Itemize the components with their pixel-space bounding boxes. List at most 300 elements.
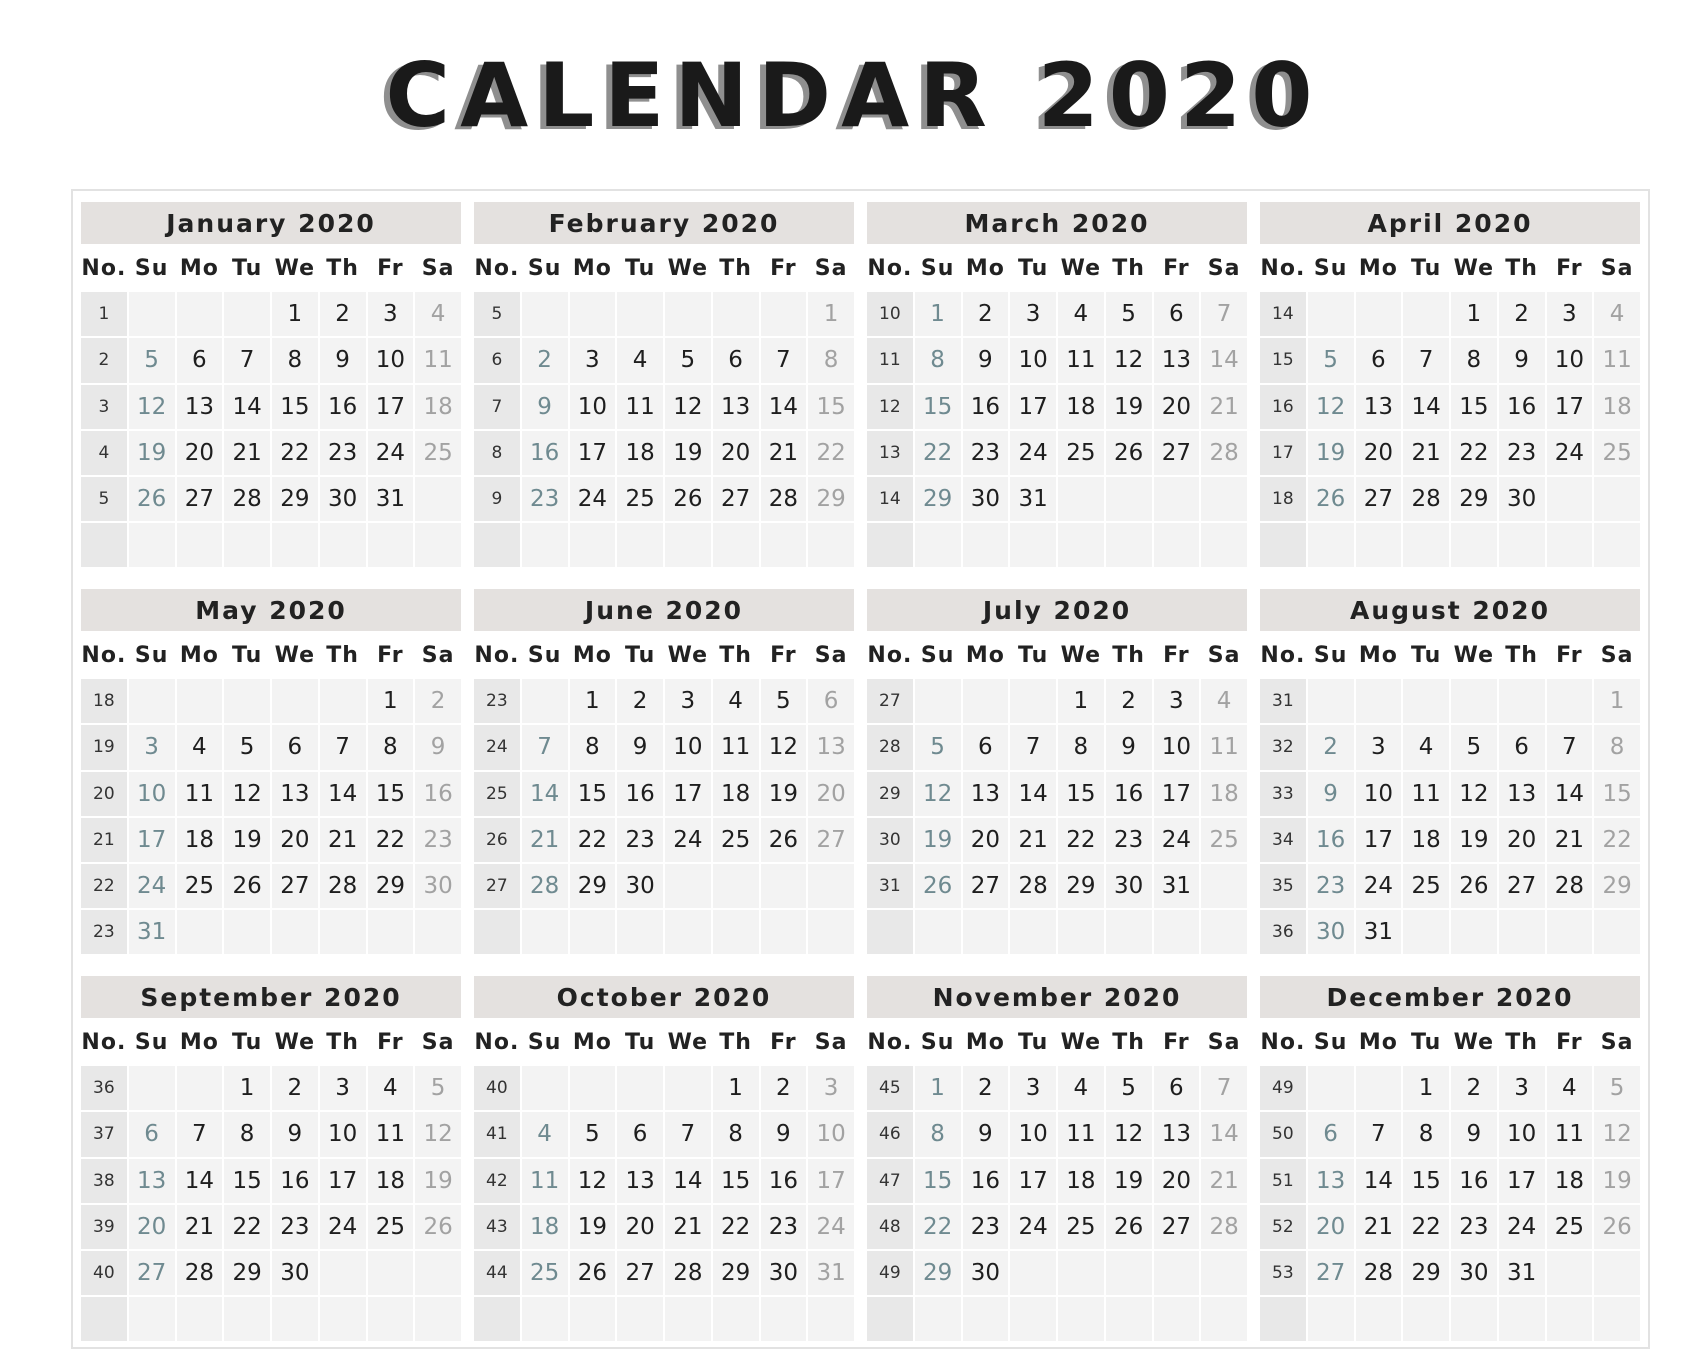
day-cell: 7 xyxy=(522,725,568,769)
day-cell xyxy=(713,864,759,908)
day-cell xyxy=(1451,679,1497,723)
day-cell: 9 xyxy=(320,338,366,382)
day-cell xyxy=(915,679,961,723)
day-cell: 9 xyxy=(617,725,663,769)
month-block xyxy=(867,589,1247,959)
week-number: 2 xyxy=(81,338,127,382)
day-cell: 19 xyxy=(224,818,270,862)
month-title: July 2020 xyxy=(867,589,1247,631)
day-cell xyxy=(1308,292,1354,336)
week-number: 24 xyxy=(474,725,520,769)
day-cell: 17 xyxy=(665,772,711,816)
day-cell: 22 xyxy=(915,431,961,475)
day-cell: 16 xyxy=(963,1159,1009,1203)
day-cell: 12 xyxy=(1106,338,1152,382)
weekday-header: Tu xyxy=(1010,633,1056,677)
weekday-header: Su xyxy=(915,246,961,290)
day-cell: 20 xyxy=(1356,431,1402,475)
weekday-header: Mo xyxy=(570,633,616,677)
weekday-header: Th xyxy=(1106,633,1152,677)
weekday-header: Sa xyxy=(1594,633,1640,677)
day-cell: 28 xyxy=(1403,477,1449,521)
day-cell: 23 xyxy=(761,1205,807,1249)
day-cell: 8 xyxy=(224,1112,270,1156)
day-cell xyxy=(617,292,663,336)
day-cell: 27 xyxy=(1308,1251,1354,1295)
day-cell xyxy=(1010,910,1056,954)
week-number: 28 xyxy=(867,725,913,769)
day-cell: 30 xyxy=(1308,910,1354,954)
day-cell: 7 xyxy=(1356,1112,1402,1156)
weekday-header: Th xyxy=(320,1020,366,1064)
day-cell xyxy=(1499,910,1545,954)
day-cell xyxy=(1201,523,1247,567)
day-cell: 8 xyxy=(1403,1112,1449,1156)
day-cell: 21 xyxy=(1201,1159,1247,1203)
weekday-header: Tu xyxy=(617,246,663,290)
day-cell xyxy=(224,523,270,567)
day-cell: 5 xyxy=(570,1112,616,1156)
day-cell: 27 xyxy=(177,477,223,521)
week-number xyxy=(1260,1297,1306,1341)
day-cell: 2 xyxy=(1308,725,1354,769)
day-cell: 15 xyxy=(713,1159,759,1203)
day-cell xyxy=(963,523,1009,567)
day-cell xyxy=(1403,292,1449,336)
day-cell: 19 xyxy=(570,1205,616,1249)
weekday-header: Sa xyxy=(1201,633,1247,677)
day-cell: 10 xyxy=(1010,338,1056,382)
day-cell xyxy=(761,523,807,567)
day-cell: 22 xyxy=(224,1205,270,1249)
day-cell: 11 xyxy=(415,338,461,382)
day-cell: 16 xyxy=(522,431,568,475)
week-number: 49 xyxy=(867,1251,913,1295)
day-cell: 31 xyxy=(368,477,414,521)
weekday-header: Sa xyxy=(1594,1020,1640,1064)
day-cell xyxy=(1594,910,1640,954)
day-cell: 10 xyxy=(808,1112,854,1156)
day-cell: 30 xyxy=(272,1251,318,1295)
day-cell: 16 xyxy=(1499,385,1545,429)
day-cell xyxy=(808,523,854,567)
day-cell: 5 xyxy=(665,338,711,382)
weekday-header: Su xyxy=(129,1020,175,1064)
day-cell: 12 xyxy=(1308,385,1354,429)
day-cell: 5 xyxy=(1594,1066,1640,1110)
day-cell: 5 xyxy=(1451,725,1497,769)
weekday-header: Th xyxy=(1499,633,1545,677)
day-cell: 2 xyxy=(1451,1066,1497,1110)
day-cell: 17 xyxy=(368,385,414,429)
day-cell: 15 xyxy=(1451,385,1497,429)
week-number-header: No. xyxy=(867,633,913,677)
weekday-header: Th xyxy=(1499,246,1545,290)
weekday-header: Sa xyxy=(415,1020,461,1064)
day-cell: 9 xyxy=(963,1112,1009,1156)
day-cell: 3 xyxy=(1356,725,1402,769)
day-cell: 28 xyxy=(1010,864,1056,908)
day-cell: 22 xyxy=(713,1205,759,1249)
day-cell: 31 xyxy=(1010,477,1056,521)
day-cell: 16 xyxy=(415,772,461,816)
day-cell: 20 xyxy=(1154,385,1200,429)
day-cell: 28 xyxy=(761,477,807,521)
day-cell: 4 xyxy=(1403,725,1449,769)
day-cell: 22 xyxy=(1403,1205,1449,1249)
day-cell xyxy=(713,910,759,954)
weekday-header: Th xyxy=(1106,1020,1152,1064)
month-block xyxy=(474,976,854,1346)
day-cell: 4 xyxy=(713,679,759,723)
day-cell: 8 xyxy=(915,1112,961,1156)
day-cell: 26 xyxy=(1308,477,1354,521)
day-cell xyxy=(1201,477,1247,521)
day-cell: 16 xyxy=(1106,772,1152,816)
month-title: September 2020 xyxy=(81,976,461,1018)
day-cell: 12 xyxy=(665,385,711,429)
day-cell: 18 xyxy=(1201,772,1247,816)
day-cell: 22 xyxy=(368,818,414,862)
week-number: 21 xyxy=(81,818,127,862)
day-cell: 21 xyxy=(224,431,270,475)
day-cell: 31 xyxy=(129,910,175,954)
day-cell xyxy=(915,910,961,954)
day-cell: 6 xyxy=(808,679,854,723)
weekday-header: Mo xyxy=(570,246,616,290)
day-cell: 9 xyxy=(761,1112,807,1156)
week-number xyxy=(1260,523,1306,567)
day-cell xyxy=(1356,1297,1402,1341)
day-cell: 17 xyxy=(320,1159,366,1203)
day-cell: 30 xyxy=(415,864,461,908)
day-cell: 1 xyxy=(272,292,318,336)
day-cell: 10 xyxy=(129,772,175,816)
day-cell: 25 xyxy=(1594,431,1640,475)
day-cell: 8 xyxy=(1451,338,1497,382)
day-cell: 17 xyxy=(1547,385,1593,429)
month-block xyxy=(81,589,461,959)
month-block xyxy=(1260,976,1640,1346)
day-cell: 3 xyxy=(320,1066,366,1110)
day-cell: 21 xyxy=(1547,818,1593,862)
weekday-header: Fr xyxy=(368,246,414,290)
day-cell: 24 xyxy=(1010,431,1056,475)
day-cell: 15 xyxy=(368,772,414,816)
day-cell: 29 xyxy=(808,477,854,521)
week-number: 19 xyxy=(81,725,127,769)
day-cell xyxy=(522,292,568,336)
day-cell: 7 xyxy=(1201,1066,1247,1110)
day-cell: 7 xyxy=(1010,725,1056,769)
week-number: 44 xyxy=(474,1251,520,1295)
day-cell: 12 xyxy=(415,1112,461,1156)
day-cell xyxy=(1058,1297,1104,1341)
day-cell: 10 xyxy=(320,1112,366,1156)
day-cell: 8 xyxy=(713,1112,759,1156)
weekday-header: Mo xyxy=(177,633,223,677)
week-number: 15 xyxy=(1260,338,1306,382)
week-number: 34 xyxy=(1260,818,1306,862)
day-cell: 4 xyxy=(1594,292,1640,336)
day-cell: 29 xyxy=(272,477,318,521)
day-cell: 2 xyxy=(963,292,1009,336)
month-title: June 2020 xyxy=(474,589,854,631)
day-cell: 6 xyxy=(177,338,223,382)
weekday-header: Th xyxy=(320,633,366,677)
weekday-header: Tu xyxy=(1010,1020,1056,1064)
day-cell: 6 xyxy=(1499,725,1545,769)
week-number xyxy=(474,910,520,954)
day-cell: 16 xyxy=(1451,1159,1497,1203)
day-cell: 10 xyxy=(1010,1112,1056,1156)
week-number-header: No. xyxy=(474,1020,520,1064)
day-cell: 11 xyxy=(713,725,759,769)
day-cell xyxy=(1547,477,1593,521)
week-number: 14 xyxy=(1260,292,1306,336)
weekday-header: Fr xyxy=(761,633,807,677)
day-cell: 12 xyxy=(1106,1112,1152,1156)
day-cell: 1 xyxy=(1594,679,1640,723)
day-cell: 13 xyxy=(713,385,759,429)
day-cell xyxy=(1451,910,1497,954)
month-block xyxy=(1260,589,1640,959)
day-cell: 13 xyxy=(1499,772,1545,816)
day-cell: 28 xyxy=(177,1251,223,1295)
day-cell: 12 xyxy=(1451,772,1497,816)
day-cell: 11 xyxy=(1403,772,1449,816)
day-cell: 20 xyxy=(272,818,318,862)
day-cell: 16 xyxy=(761,1159,807,1203)
week-number: 30 xyxy=(867,818,913,862)
week-number: 31 xyxy=(867,864,913,908)
day-cell xyxy=(224,679,270,723)
weekday-header: Sa xyxy=(1201,1020,1247,1064)
week-number-header: No. xyxy=(867,246,913,290)
day-cell xyxy=(415,523,461,567)
day-cell xyxy=(272,679,318,723)
day-cell xyxy=(129,523,175,567)
day-cell: 11 xyxy=(1594,338,1640,382)
month-day-grid xyxy=(1260,1020,1640,1341)
day-cell: 21 xyxy=(1403,431,1449,475)
day-cell: 1 xyxy=(368,679,414,723)
week-number-header: No. xyxy=(1260,1020,1306,1064)
month-block xyxy=(81,202,461,572)
day-cell: 9 xyxy=(1308,772,1354,816)
day-cell: 4 xyxy=(177,725,223,769)
day-cell: 12 xyxy=(761,725,807,769)
day-cell xyxy=(1547,679,1593,723)
week-number: 13 xyxy=(867,431,913,475)
day-cell: 28 xyxy=(1547,864,1593,908)
calendar-title: CALENDAR 2020 xyxy=(385,44,1323,147)
day-cell xyxy=(1547,910,1593,954)
day-cell: 27 xyxy=(808,818,854,862)
day-cell xyxy=(272,910,318,954)
day-cell: 26 xyxy=(915,864,961,908)
weekday-header: Sa xyxy=(808,246,854,290)
week-number: 22 xyxy=(81,864,127,908)
month-day-grid xyxy=(474,246,854,567)
day-cell xyxy=(713,523,759,567)
day-cell xyxy=(1201,1297,1247,1341)
day-cell: 15 xyxy=(570,772,616,816)
day-cell: 18 xyxy=(415,385,461,429)
day-cell: 8 xyxy=(915,338,961,382)
day-cell: 5 xyxy=(1106,292,1152,336)
day-cell: 10 xyxy=(665,725,711,769)
weekday-header: Fr xyxy=(761,246,807,290)
week-number xyxy=(474,523,520,567)
day-cell: 2 xyxy=(1499,292,1545,336)
day-cell xyxy=(224,1297,270,1341)
weekday-header: Su xyxy=(522,1020,568,1064)
day-cell: 18 xyxy=(617,431,663,475)
day-cell: 14 xyxy=(1403,385,1449,429)
day-cell xyxy=(415,477,461,521)
day-cell: 15 xyxy=(915,385,961,429)
day-cell: 17 xyxy=(1010,385,1056,429)
day-cell: 29 xyxy=(915,477,961,521)
day-cell xyxy=(1594,477,1640,521)
day-cell: 13 xyxy=(129,1159,175,1203)
day-cell: 29 xyxy=(1403,1251,1449,1295)
day-cell: 29 xyxy=(1451,477,1497,521)
day-cell: 17 xyxy=(1010,1159,1056,1203)
day-cell: 24 xyxy=(129,864,175,908)
week-number: 23 xyxy=(81,910,127,954)
day-cell: 7 xyxy=(224,338,270,382)
day-cell xyxy=(1201,1251,1247,1295)
week-number: 36 xyxy=(1260,910,1306,954)
day-cell: 1 xyxy=(915,1066,961,1110)
day-cell xyxy=(963,679,1009,723)
day-cell xyxy=(522,679,568,723)
day-cell: 3 xyxy=(808,1066,854,1110)
month-day-grid xyxy=(867,246,1247,567)
day-cell: 4 xyxy=(1547,1066,1593,1110)
day-cell: 27 xyxy=(1356,477,1402,521)
day-cell: 11 xyxy=(1201,725,1247,769)
day-cell: 24 xyxy=(1154,818,1200,862)
day-cell: 27 xyxy=(963,864,1009,908)
day-cell: 11 xyxy=(1058,338,1104,382)
day-cell: 19 xyxy=(665,431,711,475)
week-number-header: No. xyxy=(81,1020,127,1064)
weekday-header: Mo xyxy=(963,633,1009,677)
weekday-header: Mo xyxy=(1356,1020,1402,1064)
day-cell xyxy=(1308,1297,1354,1341)
day-cell: 24 xyxy=(570,477,616,521)
day-cell xyxy=(1154,523,1200,567)
day-cell xyxy=(177,1297,223,1341)
day-cell: 29 xyxy=(368,864,414,908)
day-cell xyxy=(1403,910,1449,954)
day-cell: 21 xyxy=(320,818,366,862)
day-cell: 16 xyxy=(1308,818,1354,862)
week-number: 41 xyxy=(474,1112,520,1156)
day-cell: 3 xyxy=(1547,292,1593,336)
week-number xyxy=(81,1297,127,1341)
weekday-header: Sa xyxy=(808,1020,854,1064)
day-cell: 23 xyxy=(963,431,1009,475)
day-cell: 13 xyxy=(963,772,1009,816)
day-cell: 15 xyxy=(1058,772,1104,816)
week-number: 4 xyxy=(81,431,127,475)
day-cell: 12 xyxy=(224,772,270,816)
day-cell xyxy=(129,679,175,723)
day-cell: 23 xyxy=(320,431,366,475)
day-cell: 24 xyxy=(665,818,711,862)
day-cell: 30 xyxy=(1451,1251,1497,1295)
weekday-header: Sa xyxy=(415,246,461,290)
day-cell: 6 xyxy=(1356,338,1402,382)
month-day-grid xyxy=(81,1020,461,1341)
day-cell xyxy=(1594,1297,1640,1341)
day-cell xyxy=(1403,523,1449,567)
day-cell xyxy=(1154,1251,1200,1295)
week-number: 40 xyxy=(81,1251,127,1295)
day-cell: 7 xyxy=(1201,292,1247,336)
day-cell xyxy=(570,292,616,336)
day-cell xyxy=(177,910,223,954)
day-cell: 21 xyxy=(665,1205,711,1249)
day-cell: 18 xyxy=(1058,385,1104,429)
day-cell: 25 xyxy=(1058,431,1104,475)
day-cell: 29 xyxy=(1594,864,1640,908)
day-cell: 25 xyxy=(522,1251,568,1295)
weekday-header: Su xyxy=(915,1020,961,1064)
week-number: 26 xyxy=(474,818,520,862)
day-cell: 13 xyxy=(272,772,318,816)
day-cell: 15 xyxy=(1594,772,1640,816)
day-cell: 24 xyxy=(808,1205,854,1249)
week-number: 27 xyxy=(474,864,520,908)
day-cell xyxy=(224,910,270,954)
month-block xyxy=(81,976,461,1346)
week-number: 42 xyxy=(474,1159,520,1203)
day-cell: 18 xyxy=(713,772,759,816)
day-cell xyxy=(1547,523,1593,567)
week-number xyxy=(867,910,913,954)
weekday-header: We xyxy=(665,633,711,677)
day-cell: 15 xyxy=(272,385,318,429)
day-cell xyxy=(129,1297,175,1341)
week-number xyxy=(81,523,127,567)
day-cell: 2 xyxy=(320,292,366,336)
month-title: October 2020 xyxy=(474,976,854,1018)
day-cell: 26 xyxy=(129,477,175,521)
day-cell: 12 xyxy=(129,385,175,429)
day-cell xyxy=(177,292,223,336)
day-cell xyxy=(665,292,711,336)
day-cell: 14 xyxy=(177,1159,223,1203)
day-cell: 20 xyxy=(713,431,759,475)
day-cell: 5 xyxy=(1308,338,1354,382)
weekday-header: Su xyxy=(1308,246,1354,290)
day-cell: 1 xyxy=(915,292,961,336)
day-cell: 30 xyxy=(617,864,663,908)
day-cell: 3 xyxy=(665,679,711,723)
weekday-header: Fr xyxy=(368,633,414,677)
day-cell: 28 xyxy=(522,864,568,908)
weekday-header: Fr xyxy=(761,1020,807,1064)
day-cell: 21 xyxy=(761,431,807,475)
day-cell: 19 xyxy=(761,772,807,816)
month-title: August 2020 xyxy=(1260,589,1640,631)
day-cell xyxy=(570,1066,616,1110)
